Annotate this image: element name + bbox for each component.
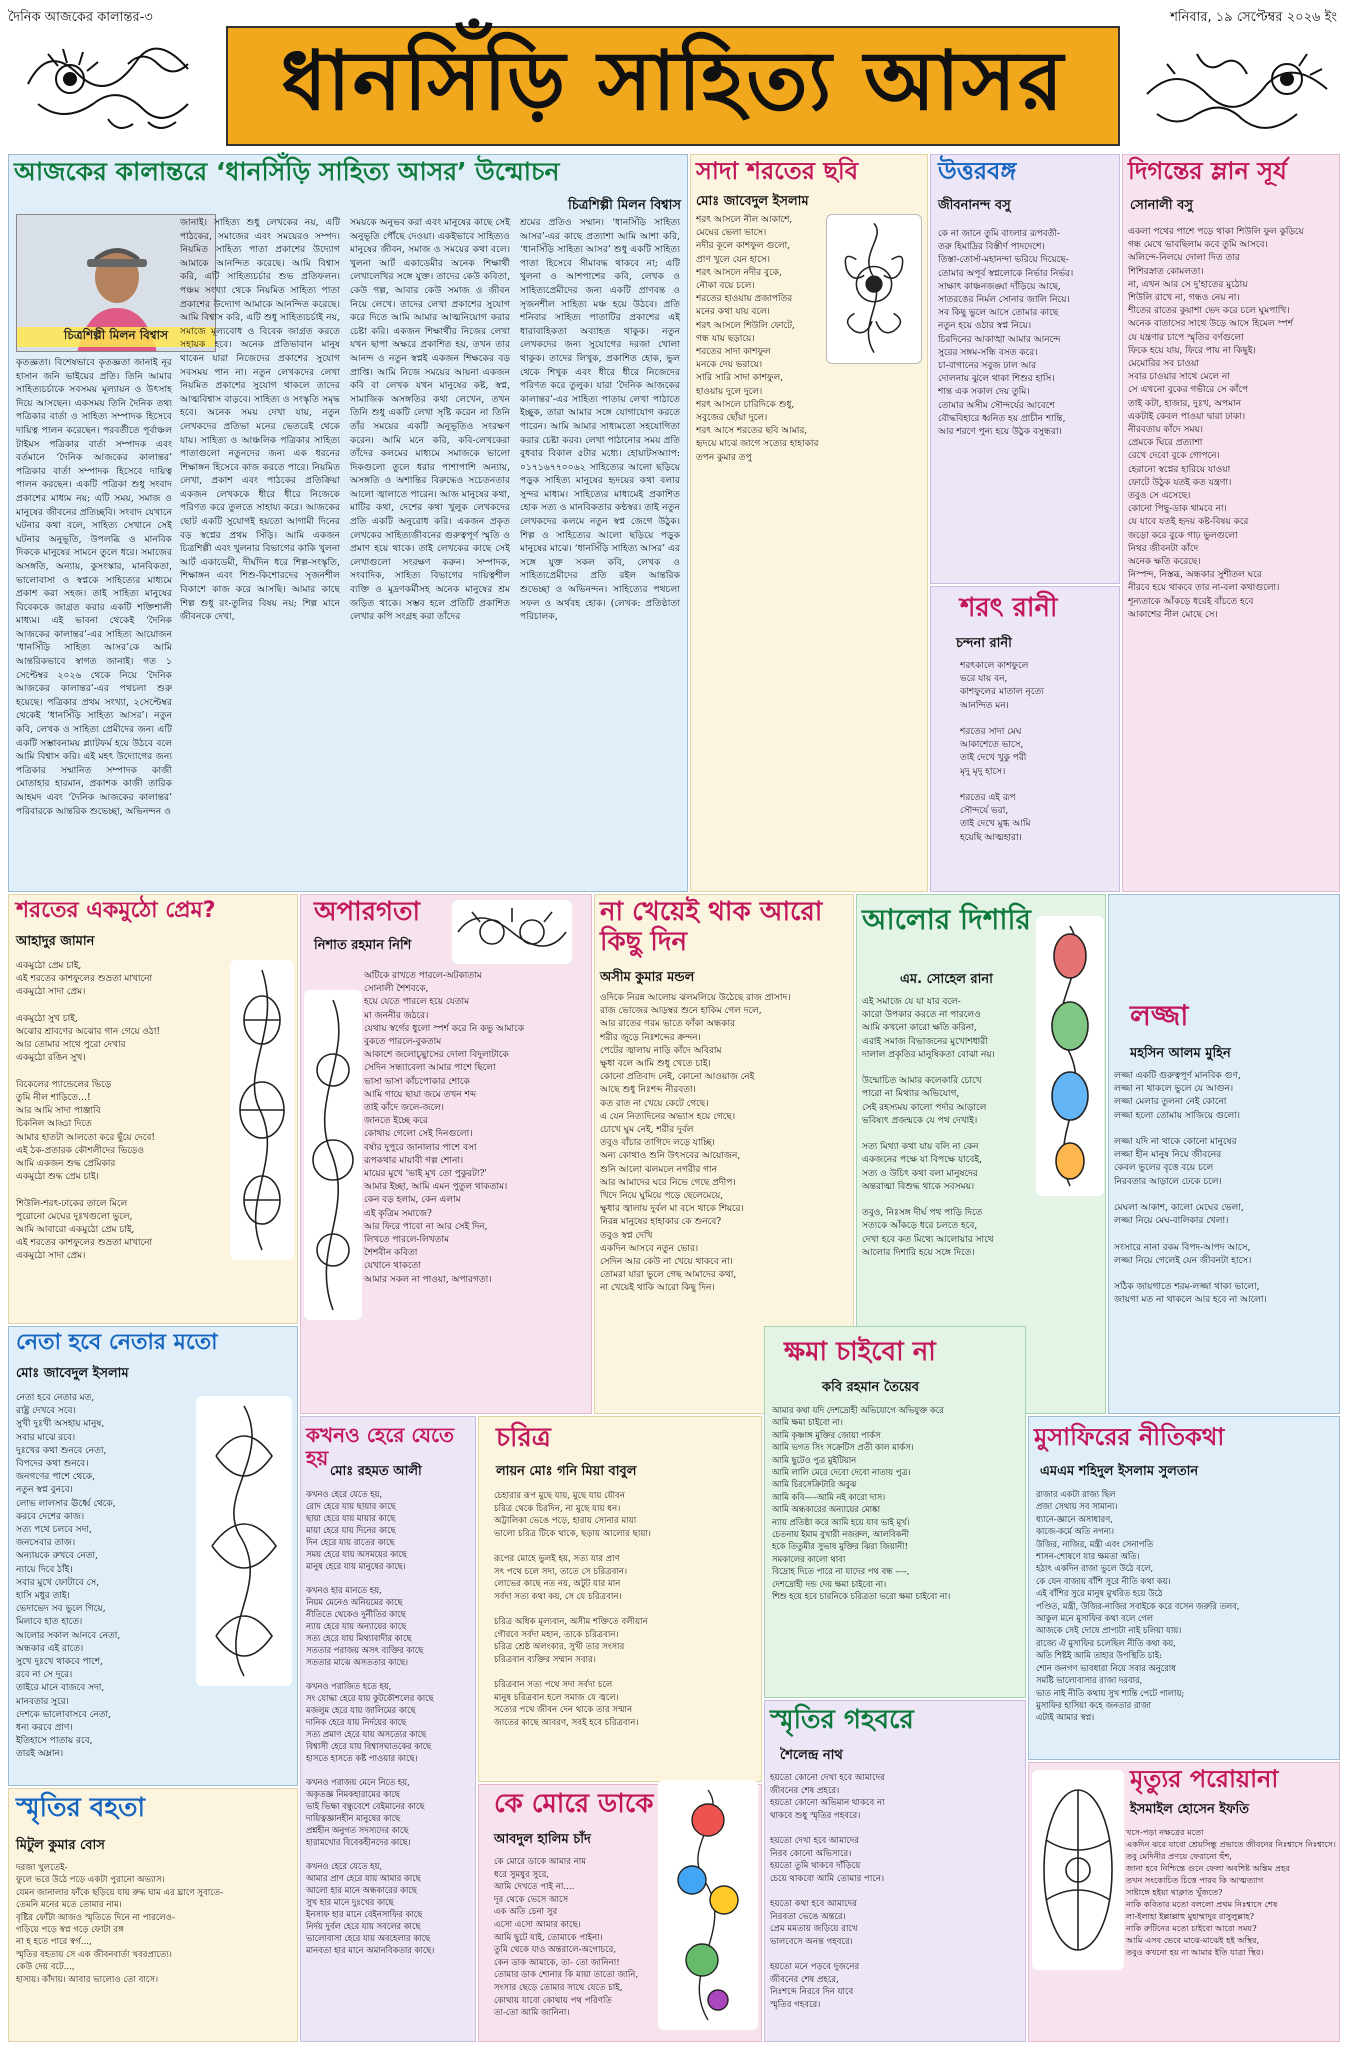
poem-oparagota-author: নিশাত রহমান নিশি — [314, 938, 412, 953]
poem-uttar-author: জীবনানন্দ বসু — [938, 198, 1011, 213]
poem-smritir-gohor-author: শৈলেন্দ্র নাথ — [780, 1748, 843, 1763]
poem-smritir-bohota-title: স্মৃতির বহতা — [16, 1793, 146, 1823]
poem-alor-author: এম. সোহেল রানা — [900, 972, 993, 987]
floral-art-neta — [196, 1396, 292, 1686]
poem-na-kheyei-title: না খেয়েই থাক আরো কিছু দিন — [600, 897, 823, 957]
poem-smritir-gohor-text: হয়তো কোনো দেখা হবে আমাদের জীবনের শেষ প্রহরে। হয়তো কোনো অভিমান থাকবে না থাকবে শুধু স্মৃতির গহবরে। হয়তো দেখা হবে আমাদের নিরব কোনো অভিসারে। হয়তো তুমি থাকবে দাঁড়িয়ে চেয়ে থাকবো আমি তোমার পানে। হয়তো কথা হবে আমাদের নিরবতা ভেঙে অন্তরে। প্রেম মমতায় জড়িয়ে রাখে ভালবেসে অনন্ত গহবরে। হয়তো মনে পড়বে দুজনের জীবনের শেষ প্রহরে, নিঃশব্দে নিরবে দিন যাবে স্মৃতির গহবরে। — [770, 1773, 885, 2010]
lead-article-title: আজকের কালান্তরে ‘ধানসিঁড়ি সাহিত্য আসর’ উন্মোচন — [14, 157, 560, 186]
decorative-doodle-left — [8, 24, 218, 144]
poem-sada-title: সাদা শরতের ছবি — [696, 157, 859, 185]
poem-na-kheyei-text: ওদিকে নিরন্ন আলোয় ঝলমলিয়ে উঠেছে রাজ প্রাসাদ। রাজ ভোজের আড়ম্বর শুনে হাকিম গেল দলে, আর রাতের গরম ভাতে ফাঁকা অন্ধকার শরীর জুড়ে নিঃশব্দের ক্রন্দন। পেটের জ্বালায় নাড়ি কাঁদে অবিরাম ক্ষুধা বলে আমি শুধু খেতে চাই। কোনো প্রতিবাদ নেই, কোনো আওয়াজ নেই আছে শুধু নিঃশব্দ নীরবতা। কত রাত না খেয়ে কেটে গেছে। এ যেন নিত্যদিনের অভ্যাস হয়ে গেছে। চোখে ঘুম নেই, শরীর দুর্বল তবুও বাঁচার তাগিদে লড়ে যাচ্ছি। অন্য কোথাও শুনি উৎসবের আয়োজন, শুনি আলো ঝলমলে নগরীর গান আর আমাদের ঘরে নিভে গেছে প্রদীপ। খিদে নিয়ে ঘুমিয়ে পড়ে ছেলেমেয়ে, ক্ষুধার জ্বালায় দুর্বল মা বসে থাকে শিয়রে। নিরন্ন মানুষের হাহাকার কে শুনবে? তবুও স্বপ্ন দেখি একদিন আসবে নতুন ভোর। সেদিন আর কেউ না খেয়ে থাকবে না। তোমরা যারা ভুলে গেছ আমাদের কথা, না খেয়েই থাকি আরো কিছু দিন। — [600, 993, 791, 1294]
header-date-text: শনিবার, ১৯ সেপ্টেম্বর ২০২৬ ইং — [1170, 10, 1337, 25]
poem-kkhoma-title: ক্ষমা চাইবো না — [784, 1337, 936, 1367]
floral-art-ekmutho — [230, 960, 294, 1260]
poem-charitra-text: চেহারার রূপ মুছে যায়, মুছে যায় যৌবন চরিত্র থেকে চিরদিন, না মুছে যায় ধন। অট্টালিকা ভেঙে পড়ে, হারায় সোনার মায়া ভালো চরিত্র টিকে থাকে, ছড়ায় আলোর ছায়া। রূপের মোহে ভুলই হয়, সত্য যার প্রাণ সৎ পথে চলে সদা, তাতে সে চরিত্রবান। লোভের কাছে নত নয়, অটুট যার মান সর্বদা সত্য কথা কয়, সে যে চরিত্রবান। চরিত্র অধিক মূল্যবান, অসীম শক্তিতে বলীয়ান গৌরবে সর্বদা মহান, তাকে চরিত্রবান। চরিত্র শ্রেষ্ঠ অলংকার, সুখী তার সংসার চরিত্রবান ব্যক্তির সম্মান সবার। চরিত্রবান সত্য পথে সদা সর্বদা চলে মানুষ চরিত্রবান হলে সমাজ যে জ্বলে। সত্যের পথে জীবন দেন থাকে তার সম্মান জাতের কাছে আবরণ, সবই হবে চরিত্রবান। — [494, 1491, 651, 1728]
floral-art-oparagota — [452, 900, 572, 964]
poem-ekmutho-text: একমুঠো প্রেম চাই, এই শরতের কাশফুলের শুভ্রতা মাখানো একমুঠো সাদা প্রেম। একমুঠো সুখ চাই, অঝোর শ্রাবণের অঝোর গান গেয়ে ওঠা! আর তোমার সাথে পুরো দেখার একমুঠো রঙিন সুখ। বিকেলের প্যান্ডেলের ভিড়ে তুমি নীল শাড়িতে…! আর আমি সাদা পাঞ্জাবি চিকনিল আড্ডা দিতে আমার হাতটা আলতো করে ছুঁয়ে দেবে! এই ঠক-প্রতারক কৌশলীদের ভিড়েও আমি একজন শুদ্ধ প্রেমিকার একমুঠো শুদ্ধ প্রেম চাই। শিউলি-শরৎ-ঢাকের তালে মিলে পুরোনো মেঘের দুঃখগুলো ভুলে, আমি আবারো একমুঠো প্রেম চাই, এই শরতের কাশফুলের শুভ্রতা মাখানো একমুঠো সাদা প্রেম। — [16, 961, 161, 1262]
poem-kokhono-text: কখনও হেরে যেতে হয়, রোদ হেরে যায় ছায়ার কাছে ছায়া হেরে যায় মায়ার কাছে মায়া হেরে যায় দিনের কাছে দিন হেরে যায় রাতের কাছে সময় হেরে যায় অসময়ের কাছে মানুষ হেরে যায় মানুষের কাছে। কখনও হার মানতে হয়, নিয়ম মেনেও অনিয়মের কাছে নীতিতে থেকেও দুর্নীতির কাছে ন্যায় হেরে যায় অন্যায়ের কাছে সত্য হেরে যায় মিথ্যাবাদীর কাছে সততার পরাজয় অসৎ ব্যক্তির কাছে সততার মাঝে অসততার কাছে। কখনও পরাজিত হতে হয়, সং যোদ্ধা হেরে যায় কুটকৌশলের কাছে মজলুম হেরে যায় জালিমের কাছে দানিক হেরে যায় নির্দয়ের কাছে সত্য প্রমাণ হেরে যায় অসত্যের কাছে বিশ্বাসী হেরে যায় বিশ্বাসঘাতকের কাছে হাসতে হাসতে কষ্ট পাওয়ার কাছে। কখনও পরাজয় মেনে নিতে হয়, অকৃতজ্ঞ নিমকহারামের কাছে ভাই ভিক্ষা বন্ধুবেশে বেইমানের কাছে দায়িত্বজ্ঞানহীন মানুষের কাছে প্রশ্নহীন অনুগত সদস্যদের কাছে হারামখোর বিবেকহীনদের কাছে। কখনও হেরে যেতে হয়, আমার প্রাণ হেরে যায় আমার কাছে আলো হার মানে অন্ধকারের কাছে সুখ হার মানে দুঃখের কাছে ইনসাফ হার মানে বেইনসাফির কাছে নির্দয় দুর্বল হেরে যায় সবলের কাছে ভালোবাসা হেরে যায় অবহেলার কাছে মানবতা হার মানে অমানবিকতার কাছে। — [306, 1489, 435, 1955]
poem-kokhono-author: মোঃ রহমত আলী — [330, 1464, 422, 1479]
poem-ke-more-author: আবদুল হালিম চাঁদ — [494, 1832, 591, 1847]
decorative-doodle-right — [1137, 24, 1337, 144]
lead-article-col4: শ্রমের প্রতিও সম্মান। ‘ধানসিঁড়ি সাহিত্য আসর’-এর কাছে প্রত্যাশা আমি আশা করি, ‘ধানসিঁড়ি সাহিত্য আসর’ শুধু একটি সাহিত্য পাতা হিসেবে সীমাবদ্ধ থাকবে না; এটি খুলনা ও আশপাশের কবি, লেখক ও সাহিত্যপ্রেমীদের জন্য একটি প্রাণবন্ত ও সৃজনশীল সাহিত্য মঞ্চ হয়ে উঠবে। প্রতি শনিবার সাহিত্য পাতাটির প্রকাশের এই ধারাবাহিকতা অব্যাহত থাকুক। নতুন লেখকদের জন্য সুযোগের দরজা খোলা থাকুক। তাদের লিখুক, প্রকাশিত হোক, ভুল থেকে শিখুক এবং ধীরে ধীরে নিজেদের পরিণত করে তুলুক। যারা ‘দৈনিক আজকের কালান্তর’-এর সাহিত্য পাতায় লেখা পাঠাতে ইচ্ছুক, তারা আমার সঙ্গে যোগাযোগ করতে পারেন। আমি আমার সাধ্যমতো সহযোগিতা করার চেষ্টা করব। লেখা পাঠানোর সময় প্রতি বুধবার বিকাল ৫টার মধ্যে। হোয়াটসঅ্যাপ: ০১৭১৬৭৭০০৬২ সাহিত্যের আলো ছড়িয়ে পড়ুক সাহিত্য মানুষের হৃদয়ের কথা বলার সুন্দর মাধ্যম। সাহিত্যের মাধ্যমেই প্রকাশিত হোক সত্য ও মানবিকতার কন্ঠস্বর। তাই নতুন লেখকদের কলমে নতুন স্বপ্ন জেগে উঠুক। শিল্প ও সাহিত্যের আলো ছড়িয়ে পড়ুক মানুষের মাঝে। ‘ধানসিঁড়ি সাহিত্য আসর’ এর সঙ্গে যুক্ত সকল কবি, লেখক ও সাহিত্যপ্রেমীদের প্রতি রইল আন্তরিক শুভেচ্ছা ও অভিনন্দন। সাহিত্যের পথচলা সফল ও অর্থবহ হোক। (লেখক: প্রতিষ্ঠাতা পরিচালক, — [520, 217, 680, 623]
poem-neta-author: মোঃ জাবেদুল ইসলাম — [16, 1366, 129, 1381]
lead-article-col2: জানাই। সাহিত্য শুধু লেখকের নয়, এটি পাঠকের, সমাজের এবং সময়েরও সম্পদ। নিয়মিত সাহিত্য পাতা প্রকাশের উদ্যোগ আমাকে আনন্দিত করেছে। আমি বিশ্বাস করি, এটি সাহিত্যচর্চার শুভ প্রতিফলন। পঞ্চম সংখ্যা থেকে নিয়মিত সাহিত্য পাতা প্রকাশের উদ্যোগ আমাকে আনন্দিত করেছে। আমি বিশ্বাস করি, এটি শুধু সাহিত্যচর্চাই নয়, সমাজে মূল্যবোধ ও বিবেক জাগ্রত করতে সহায়ক হবে। অনেক প্রতিভাবান মানুষ থাকেন যারা নিজেদের প্রকাশের সুযোগ সবসময় পান না। নতুন লেখকদের লেখা নিয়মিত প্রকাশের সুযোগ থাকলে তাদের আত্মবিশ্বাস বাড়বে। সাহিত্য ও সংস্কৃতি সমৃদ্ধ হবে। অনেক সময় দেখা যায়, নতুন লেখকদের প্রতিভা মনের ভেতরেই থেকে যায়। সাহিত্য ও আঞ্চলিক পত্রিকার সাহিত্য পাতাগুলো নতুনদের জন্য এক ধরনের শিক্ষাঙ্গন হিসেবে কাজ করতে পারে। নিয়মিত লেখা, প্রকাশ এবং পাঠকের প্রতিক্রিয়া একজন লেখককে ধীরে ধীরে নিজেকে পরিণত করে তুলতে সাহায্য করে। আজকের ছোট একটি সুযোগই হয়তো আগামী দিনের বড় স্বপ্নের প্রথম সিঁড়ি। আমি একজন চিত্রশিল্পী এবং খুলনার বিভাগের কাকি খুলনা আর্ট একাডেমী, দীর্ঘদিন ধরে শিল্প-সংস্কৃতি, শিক্ষাঙ্গন এবং শিশু-কিশোরদের সৃজনশীল বিকাশে কাজ করে আসছি। আমার কাছে শিল্প শুধু রং-তুলির বিষয় নয়; শিল্প মানে জীবনকে দেখা, — [180, 217, 340, 623]
poem-ekmutho-author: আহাদুর জামান — [16, 934, 95, 949]
poem-musafir-author: এমএম শহিদুল ইসলাম সুলতান — [1040, 1464, 1199, 1479]
floral-art-sada — [826, 214, 922, 364]
poem-sada-author: মোঃ জাবেদুল ইসলাম — [696, 194, 809, 209]
poem-mrityu-text: খসে-পড়া নক্ষত্রের মতো একদিন ঝরে যাবো শ্রেয়সিন্ধু প্রভাতে জীবনের নিঃশ্বাসে নিঃশ্বাসে। তবু মেদিনীর প্রণয়ে ফেরানো হুঁশ, জানা হবে নিশ্চিন্তে গুনে ফেলা অবশিষ্ট অন্তিম প্রহর তখন সংকোচিত চিত্তে পারব কি আত্মত্যাগ সাষ্টাঙ্গে হইয়া থাক্লাত খুঁজতে? নাকি কবিতার মতো বললো প্রথম নিঃশ্বাসে শেষ লা-ইলাহা ইল্লাল্লাহু মুহাম্মাদুর রাসুলুল্লাহ? নাকি রুটিনের মতো চাইবো আরো সময়? আমি এসব ভেবে মাঝে-মাঝেই হই অস্থির, তবুও কখনো হয় না আমার ইতি যাত্রা স্থির। — [1126, 1827, 1336, 1957]
poem-ke-more-title: কে মোরে ডাকে — [494, 1789, 654, 1819]
lead-article-col1: কৃতজ্ঞতা। বিশেষভাবে কৃতজ্ঞতা জানাই নূর হাসান জনি ভাইয়ের প্রতি। তিনি আমার সাহিত্যচর্চাকে সবসময় মূল্যায়ন ও উৎসাহ দিয়ে আসছেন। একসময় তিনি দৈনিক তথ্য পত্রিকার বার্তা ও সাহিত্য সম্পাদক হিসেবে দায়িত্ব পালন করেছেন। পরবর্তীতে পূর্বাঞ্চল টাইমস পত্রিকার বার্তা সম্পাদক এবং বর্তমানে ‘দৈনিক আজকের কালান্তর’ পত্রিকার বার্তা সম্পাদক হিসেবে দায়িত্ব পালন করছেন। একটি পত্রিকা শুধু সংবাদ প্রকাশের মাধ্যম নয়; এটি সময়, সমাজ ও মানুষের জীবনের প্রতিচ্ছবি। সংবাদ যেখানে ঘটনার কথা বলে, সাহিত্য সেখানে সেই ঘটনার অনুভূতি, উপলব্ধি ও মানবিক দিককে মানুষের সামনে তুলে ধরে। সমাজের অসঙ্গতি, অন্যায়, কুসংস্কার, মানবিকতা, ভালোবাসা ও স্বপ্নকে সাহিত্যের মাধ্যমে প্রকাশ করা সহজ। তাই সাহিত্য মানুষের বিবেককে জাগ্রত করার একটি শক্তিশালী মাধ্যম। এই ভাবনা থেকেই ‘দৈনিক আজকের কালান্তর’-এর সাহিত্য আয়োজন ‘ধানসিঁড়ি সাহিত্য আসর’কে আমি আন্তরিকভাবে স্বাগত জানাই। গত ১ সেপ্টেম্বর ২০২৬ থেকে নিয়ে ‘দৈনিক আজকের কালান্তর’-এর পথচলা শুরু হয়েছে। পত্রিকার প্রথম সংখ্যা, ২সেপ্টেম্বর থেকেই ‘ধানসিঁড়ি সাহিত্য আসর’। নতুন কবি, লেখক ও সাহিত্য প্রেমীদের জন্য এটি একটি সম্ভাবনাময় প্ল্যাটফর্ম হয়ে উঠবে বলে আমি বিশ্বাস করি। এই মহৎ উদ্যোগের জন্য পত্রিকার সম্মানিত সম্পাদক কাজী মোতাহার হারমান, প্রকাশক কাজী তারিক আহমদ এবং ‘দৈনিক আজকের কালান্তর’ পরিবারকে আন্তরিক শুভেচ্ছা, অভিনন্দন ও — [16, 357, 172, 817]
floral-art-mrityu — [1032, 1770, 1124, 1970]
poem-lojja-title: লজ্জা — [1130, 999, 1189, 1032]
poem-neta-text: নেতা হবে নেতার মত, রাষ্ট্র দেখবে সবে। সুখী দুঃখী অসহায় মানুষ, সবার মাঝে রবে। দুঃখের কথা শুনবে নেতা, বিপদের কথা শুনবে। জনগণের পাশে থেকে, নতুন স্বপ্ন বুনবে। লোভ লালসার ঊর্ধ্বে থেকে, করবে দেশের কাজ। সত্য পথে চলবে সদা, জনসেবার তাজ। অন্যায়কে রুখবে নেতা, ন্যায়ে দিবে ঠাঁই। সবার মুখে ফোটাবে সে, হাসি মধুর তাই। ভেদাভেদ সব ভুলে গিয়ে, মিলাবে হাত হাতে। আলোর সকাল আনবে নেতা, অন্ধকার এই রাতে। সুখে দুঃখে থাকবে পাশে, রবে না সে দূরে। তাইরে মানে বাজবে সদা, মানবতার সুরে। দেশকে ভালোবাসবে নেতা, ধন্য করবে প্রাণ। ইতিহাসে পাতায় রবে, তারই অম্লান। — [16, 1393, 121, 1760]
poem-sharat-text: শরৎকালে কাশফুলে ভরে যায় বন, কাশফুলের মাতাল নৃত্যে আনন্দিত মন। শরতের সাদা মেঘ আকাশেতে ভাসে, তাই দেখে খুকু পরী মৃদু মৃদু হাসে। শরতের এই রূপ সৌন্দর্যে ভরা, তাই দেখে মুগ্ধ আমি হয়েছি আত্মহারা। — [960, 661, 1044, 843]
poem-charitra-author: লায়ন মোঃ গনি মিয়া বাবুল — [496, 1464, 637, 1479]
poem-alor-title: আলোর দিশারি — [862, 903, 1031, 936]
masthead-banner — [226, 26, 1120, 146]
poem-ke-more-text: কে মোরে ডাকে আমার নাম ধরে সুমধুর সুরে, আমি দেখতে পাই না.... দূর থেকে ভেসে আসে এক অতি চেনা সুর এসো এসো আমার কাছে। আমি ছুটে যাই, তোমাকে পাইনা। তুমি থেকে যাও অন্তরালে-অগোচরে, কেন ডাক আমাকে, তা- তো জানিনা! তোমার ডাক শোনার কি মায়া তাতো জানি, সংসার ছেড়ে তোমার সাথে যেতে চাই, কোথায় যাবো কোথায় পথ পরিণতি তা-তো আমি জানিনা। — [494, 1857, 639, 2019]
poem-neta-title: নেতা হবে নেতার মতো — [16, 1330, 218, 1355]
poem-sada-text: শরৎ আসলে নীল আকাশে, মেঘের ভেলা ভাসে। নদীর কূলে কাশফুল গুলো, প্রাণ খুলে যেন হাসে। শরৎ আসলে নদীর বুকে, নৌকা বয়ে চলে। শরতের হাওয়ায় প্রজাপতির মনের কথা যায় বলে। শরৎ আসলে শিউলি ফোটে, গন্ধ যায় ছড়ায়ে। শরতের সাদা কাশফুল মনকে দেয় ভরায়ে। সারি সারি সাদা কাশফুল, হাওয়ায় দুলে দুলে। শরৎ আসলে চারিদিকে শুধু, সবুজের ছোঁয়া দুলে। শরৎ আসে শরতের ছবি আমার, হৃদয়ে মাঝে জাগে সত্যের হাহাকার তপন কুমার তপু — [696, 215, 819, 463]
poem-musafir-text: রাজার একটা রাজ্য ছিল প্রজা সেথায় সব সামান্য। ধ্যানে-জ্ঞানে অসাধারণ, কাজে-কর্মে অতি নগন্য। উজির, নাজির, মন্ত্রী এবং সেনাপতি শাসন-শোষণে যার ক্ষমতা অতি। হঠাৎ একদিন রাজা ভুলে উঠে বলে, কে যেন বাজায় বাঁশি সুরে নীতি কথা কয়। এই বাঁশির সুরে মানুষ মুখরিত হয়ে উঠে পণ্ডিত, মন্ত্রী, উজির-নাজির সবাইকে করে বসেন জরুরি তলব, আকুল মনে মুসাফির কথা বলে গেল আজকে সেই দোষে প্রাপ্যটা নাই চলিয়া যায়। রাজ্যে ঐ মুসাফির চলেছিল নীতি কথা কয়, অতি শিষ্টই আমি তাহার উপস্থিতি চাই: শোন জনগণ ভাবধারা নিয়ে সবার অনুরোধ সমষ্টি ভালোবাসার রাজা দরবার, ভাত নাই নীতি কথায় সুখ শান্তি পেটে পালায়; মুসাফির হাসিয়া কহে জনতার রাজা এটাই আমার স্বপ্ন। — [1036, 1489, 1240, 1723]
poem-ekmutho-title: শরতের একমুঠো প্রেম? — [16, 898, 216, 923]
poem-alor-text: এই সমাজে যে যা যার বলে- কারো উপকার করতে না পারলেও আমি কখনো কারো ক্ষতি করিনা, এরাই সমাজ বিভাজনের মুখোশধারী দালাল প্রকৃতির মানুষিকতা বোঝা নয়। উন্মোচিত আমার কলেকারি চোখে পারো না মিথ্যার অভিযোগ, সেই রহস্যময় কালো পর্দার আড়ালে ভবিষ্যৎ প্রজন্মকে যে পথ দেখাই। সত্য মিথ্যা কথা যায় বলি না কেন একজনের পক্ষে যা বিপক্ষে যাবেই, সত্য ও উচিৎ কথা বলা মানুষদের অন্তরাত্মা বিশুদ্ধ থাকে সবসময়। তবুও, নিঃসঙ্গ দীর্ঘ পথ পাড়ি দিতে সত্যকে আঁকড়ে ধরে চলতে হবে, দেখা হবে কত মিথ্যে আলোয়ার সাথে আলোর দিশারি হয়ে সঙ্গে দিতে। — [862, 997, 995, 1258]
poem-kokhono-title: কখনও হেরে যেতে হয় — [306, 1423, 455, 1470]
lead-article-byline: চিত্রশিল্পী মিলন বিশ্বাস — [568, 198, 681, 213]
masthead-title: ধানসিঁড়ি সাহিত্য আসর — [280, 32, 1066, 129]
poem-charitra-title: চরিত্র — [496, 1423, 551, 1453]
poem-mrityu-title: মৃত্যুর পরোয়ানা — [1130, 1765, 1279, 1793]
poem-lojja-author: মহসিন আলম মুহিন — [1130, 1046, 1231, 1061]
poem-kkhoma-text: আমার কথা যদি দেশদ্রোহী অভিযোগে অভিযুক্ত করে আমি ক্ষমা চাইবো না। আমি কৃষ্ণাঙ্গ মুক্তির জোয়া পার্কস আমি ভগত সিং সক্রেটিস প্রতী কাল মার্কস। আমি ছুটেও পুত্র মুইটিয়ান আমি লালি মেরে দেবো দেবো নাতায় পুত্র। আমি চিরসেক্রিটারি অবুঝ আমি কবি—–আমি নই কারো দাস। আমি অন্ধকারের অন্যায়ের মোষ্কা ন্যায় প্রতিষ্ঠা করে আমি হয়ে যাব ভাই মূর্খ। চেতনায় ইমাম বুখারী নজরুল, আলবিকনী হকে তিতুমীর সুভাষ মুক্তির ঝিরা জিয়ানী! সমকালের কালো থাবা বিদ্রোহ দিতে পারে না যাদের পথ বন্ধ ----, দেশদ্রোহী দন্ড দেয় ক্ষমা চাইবো না। শিশু হয়ে হবে চারনিকে চরিত্রতা ভরো ক্ষমা চাইবো না। — [772, 1405, 951, 1602]
floral-art-alor — [1036, 916, 1104, 1196]
poem-smritir-bohota-text: দরজা খুলতেই- ফুলে ভরে উঠে পড়ে একটা পুরানো অভ্যাস। যেমন জানালার ফাঁকে ছড়িয়ে যায় রুদ্ধ ঘাম এর ঘ্রাণে সুবাতে- তেমনি মনের মতে তোমার নাম। বৃষ্টির ফোঁটা আজও স্মৃতিতে দিনে না পারলেও- গড়িয়ে পড়ে স্বপ্ন গড়ে ফোটা রঙ্গ না হ হতে পারে স্বর্গ..., স্মৃতির বহতায় সে এক জীবনবার্তা খবরপ্রাত্যে। কেউ দেয় বটে..., হাসায়। কাঁদায়। আবার ভালো‌ও তো বাসে। — [16, 1863, 224, 1985]
poem-sharat-title: শরৎ রানী — [960, 593, 1058, 623]
poem-oparagota-title: অপারগতা — [314, 897, 421, 927]
lead-article-col3: সময়কে অনুভব করা এবং মানুষের কাছে সেই অনুভূতি পৌঁছে দেওয়া। একইভাবে সাহিত্যও মানুষের জীবন, সমাজ ও সময়ের কথা বলে। খুলনা আর্ট একাডেমীর অনেক শিক্ষার্থী লেখালেখির সঙ্গে যুক্ত। তাদের কেউ কবিতা, কেউ গল্প, আবার কেউ সমাজ ও জীবন নিয়ে লেখে। তাদের লেখা প্রকাশের সুযোগ করে দিতে আমি আমার আত্মনিয়োগ করার চেষ্টা করি। একজন শিক্ষার্থীর নিজের লেখা যখন ছাপা অক্ষরে প্রকাশিত হয়, তখন তার আনন্দ ও নতুন স্বপ্নই একজন শিক্ষকের বড় প্রাপ্তি। আমি নিজে সময়ের আয়না একজন কবি বা লেখক যখন মানুষের কষ্ট, স্বপ্ন, সামাজিক অসঙ্গতির কথা লেখেন, তখন তিনি শুধু একটি লেখা সৃষ্টি করেন না তিনি তাঁর সময়ের একটি অনুভূতিও সংরক্ষণ করেন। আমি মনে করি, কবি-লেখকেরা তাঁদের কলমের মাধ্যমে সমাজকে ভালো দিকগুলো তুলে ধরার পাশাপাশি অন্যায়, অসঙ্গতি ও অশান্তির বিরুদ্ধেও সচেতনতার আলো জ্বালাতে পারেন। আজ মানুষের কথা, মাটির কথা, দেশের কথা খুলুক লেখকদের প্রতি একটি অনুরোধ করি। একজন প্রকৃত লেখকের সাহিত্যজীবনের গুরুত্বপূর্ণ স্মৃতি ও প্রমাণ হয়ে থাকে। তাই লেখকের কাছে সেই লেখাগুলো সংরক্ষণ করুন। সম্পাদক, সংবাদিক, সাহিত্য বিভাগের দায়িত্বশীল ব্যক্তি ও মুদ্রণকর্মীসহ অনেক মানুষের শ্রম জড়িত থাকে। সম্ভব হলে প্রতিটি প্রকাশিত লেখার কপি সংগ্রহ করা তাঁদের — [350, 217, 510, 623]
poem-uttar-title: উত্তরবঙ্গ — [938, 157, 1017, 185]
poem-digonto-title: দিগন্তের ম্লান সূর্য — [1128, 157, 1287, 185]
poem-digonto-text: একলা পথের পাশে পড়ে থাকা শিউলি ফুল কুড়িয়ে গন্ধ মেখে ভাবছিলাম কবে তুমি আসবে। অলিন্দে-নিলয়ে দোলা দিত তার শিশিরস্নাত কোমলতা। না, এখন আর সে দু'হাতের মুঠোয় শিউলি রাখে না, গন্ধও নেয় না। শীতের রাতের কুয়াশা ভেদ করে চলে ঘুমপাখি। অনেক বাতাসের সাথে উড়ে আসে হিমেল স্পর্শ যে যন্ত্রণার চাপে স্মৃতির বর্ণগুলো ফিকে হয়ে যায়, ফিরে পায় না কিছুই। মেমোরির সব চাওয়া সবার চাওয়ার সাথে মেলে না সে এখনো বুকের গভীরে সে কাঁপে তাই কটা, হাজার, দুঃখ, অপমান একটাই কেবল পাওয়া দ্বারা ঢাকা। নীরবতায় কাঁদে সময়। প্রেমকে ঘিরে প্রত্যাশা রেখে দেবো বুকে গোপনে। হেরানো স্বপ্নের হারিয়ে যাওয়া ফোটে উঠুক যতই কত যন্ত্রণা। তবুও সে এসেছে। কোনো পিছু-ডাক থামবে না। যে যাবে যতই হৃদয় কষ্ট-বিষয় করে জড়ো করে বুকে গাঢ় ভুলগুলো নিথর জীবনটা কাঁদে অনেক ক্ষতি করেছে। নিস্পন্দ, নিস্তব্ধ, অন্ধকার সুশীতল ঘরে নীরবে হয়ে থাকবে তার না-বলা কথাগুলো। শূন্যতাকে আঁকড়ে ধরেই বাঁচতে হবে আকাশের নীল মোছে সে। — [1128, 227, 1304, 620]
header-left-text: দৈনিক আজকের কালান্তর-৩ — [8, 10, 153, 25]
poem-na-kheyei-author: অসীম কুমার মন্ডল — [600, 970, 695, 985]
poem-smritir-gohor-title: স্মৃতির গহবরে — [770, 1705, 914, 1735]
poem-kkhoma-author: কবি রহমান তৈয়েব — [822, 1380, 919, 1395]
poem-sharat-author: চন্দনা রানী — [956, 636, 1012, 651]
poem-uttar-text: কে না জানে তুমি বাংলার রূপবতী- তরু হিমাদ্রির বিস্তীর্ণ পাদদেশে। তিস্তা-তোর্সা-মহানন্দা ভরিয়ে দিয়েছে- তোমার অপূর্ব স্বপ্নলোকে নির্ভার নির্ভর। সাক্ষাৎ কাঞ্চনজঙ্ঘা দাঁড়িয়ে আছে, সাতরঙের নির্মল সোনার জালি নিয়ে। সব কিছু ভুলে আসে তোমার কাছে নতুন হয়ে ওঠার স্বপ্ন নিয়ে। চিরদিনের আকাঙ্খা আমার আনন্দে সুরের সঙ্গম-সন্ধি বসত করে। চা-বাগানের সবুজ ঢাল আর দোলনায় ঝুলে থাকা শিশুর হাসি। শান্ত এক সকাল দেয় তুমি। তোমার অসীম সৌন্দর্যের আবেশে বৌদ্ধবিহারে ধ্বনিত হয় প্রাচীন শান্তি, আর শরণে পুন্য হয়ে উঠুক বসুন্ধরা। — [938, 229, 1074, 438]
poem-musafir-title: মুসাফিরের নীতিকথা — [1034, 1423, 1225, 1451]
poem-oparagota-text: অটিকে রাখতে পারলে-অটকাতাম সোনালী শৈশবকে, হয়ে যেতে পারলে হয়ে যেতাম মা জননীর জঠরে। যেথায় স্বর্গের ধুলো স্পর্শ করে নি কভু আমাকে বুকতে পারলে-বুকতাম আকাশে জলোচ্ছ্বাসের দোলা বিদুলাটাকে সেদিন সন্ধ্যাবেলা আমার পাশে ছিলো ভাসা ভাসা কাঁচপোকার শোকে আমি গায়ে ছায়া জমে তখন শব্দ তাই কাঁদে জলে-জলে। জানতে ইচ্ছে করে কোথায় গেলো সেই দিনগুলো। বর্ষার দুপুরে জানালার পাশে বসা রূপকথার মায়াবী গল্প শোনা। মায়ের মুখে 'ভাই মূখ তো পুকুরটা?' আমার ইচ্ছা, আমি এমন পুতুল থাকতাম। কেন বড় হলাম, কেন এলাম এই কৃত্রিম সমাজে? আর ফিরে পাবো না আর সেই দিন, লিখতে পারলে-লিখতাম শৈশবীন কবিতা যেখানে থাকতো আমার সকল না পাওয়া, অপারগতা। — [364, 971, 524, 1285]
floral-art-ke-more — [658, 1780, 758, 2030]
poem-digonto-author: সোনালী বসু — [1130, 198, 1193, 213]
poem-lojja-text: লজ্জা একটি গুরুত্বপূর্ণ মানবিক গুণ, লজ্জা না থাকলে ভুলে যে আগুন। লজ্জা মেলার তুলনা নেই কোনো লজ্জা হলো তোমায় সাজিয়ে গুলো। লজ্জা যদি না থাকে কোনো মানুষের লজ্জা হীন মানুষ নিয়ে জীবনের কেবল ভুলের বৃত্তে বয়ে চলে নিরবতার আড়ালে ঢেকে চলে। মেঘলা আকাশ, কালো মেঘের ভেলা, লজ্জা নিয়ে মেঘ-বালিকার খেলা। সংসারে নানা রকম বিপদ-আপদ আসে, লজ্জা নিয়ে গেলেই যেন জীবনটা হাসে। সঠিক জায়গাতে শরম-লজ্জা থাকা ভালো, জায়গা মত না থাকলে আর হবে না আলো। — [1114, 1071, 1267, 1306]
poem-mrityu-author: ইসমাইল হোসেন ইফতি — [1130, 1802, 1250, 1817]
poem-smritir-bohota-author: মিটুল কুমার বোস — [16, 1838, 105, 1853]
floral-art-oparagota-side — [304, 990, 362, 1320]
photo-caption: চিত্রশিল্পী মিলন বিশ্বাস — [17, 327, 215, 347]
